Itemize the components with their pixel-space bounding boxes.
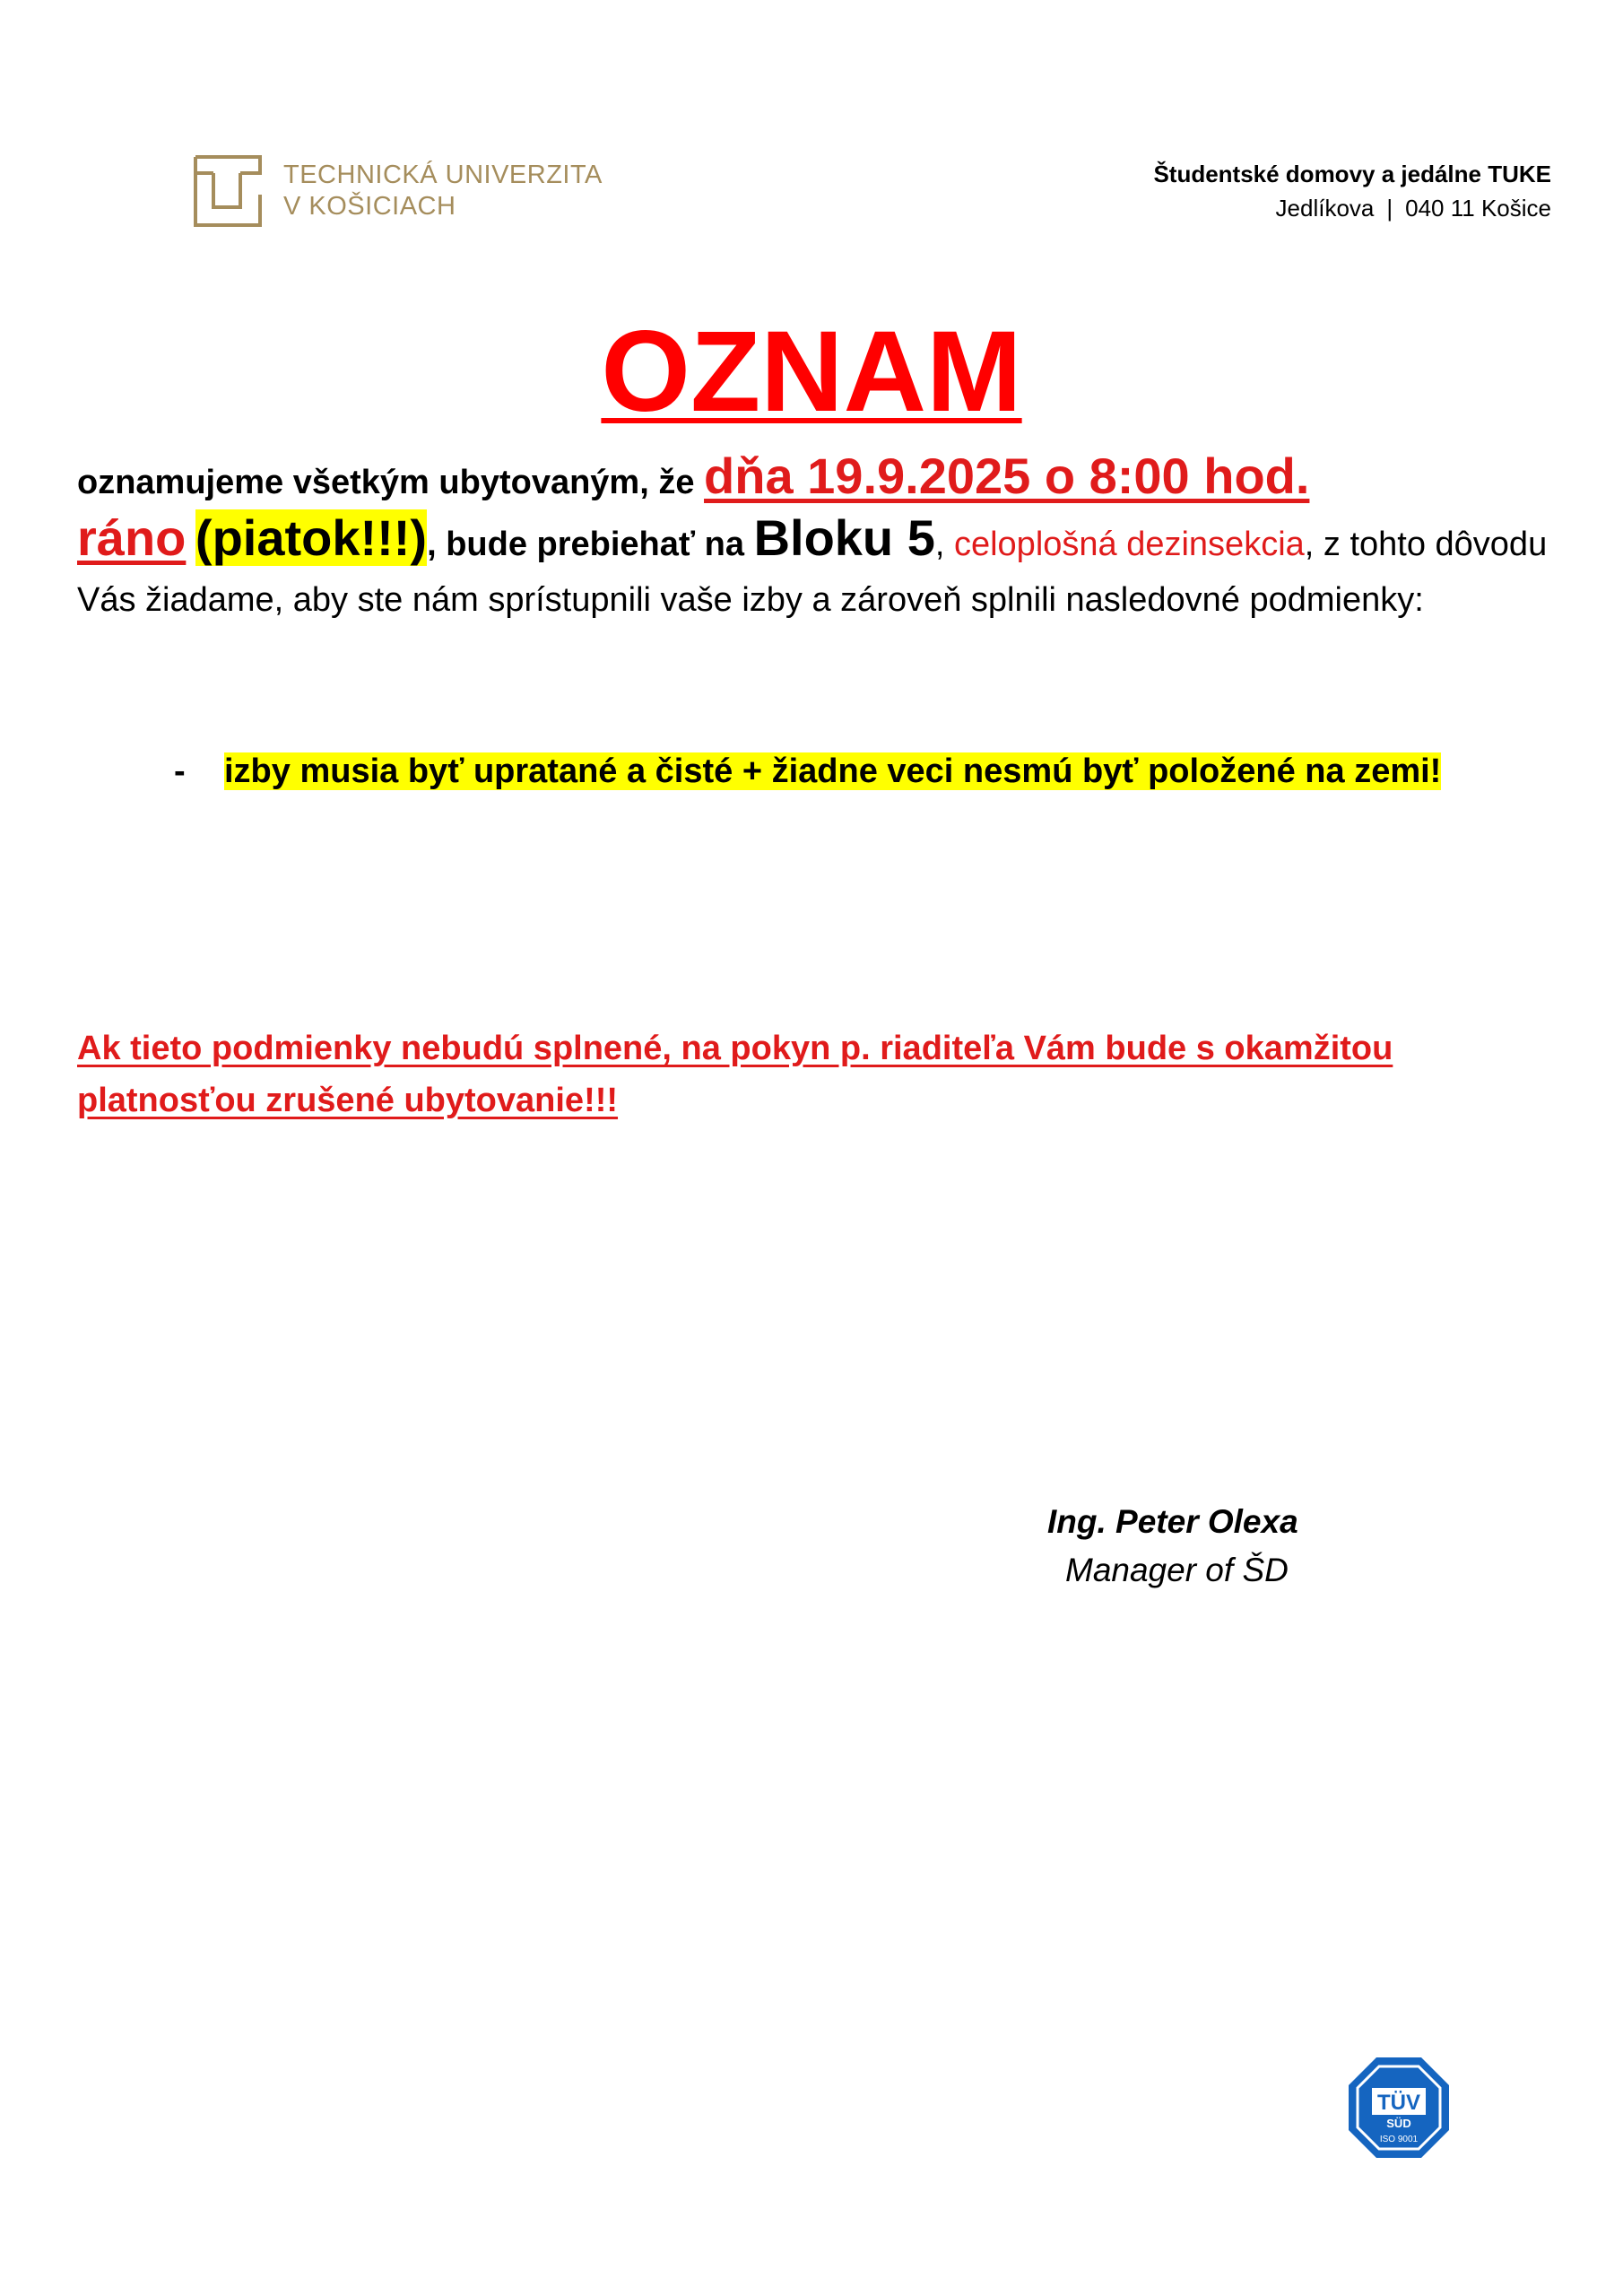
notice-body — [77, 448, 1548, 628]
tuv-certification-badge — [1345, 2054, 1453, 2161]
event-date: dňa 19.9.2025 o 8:00 hod. — [704, 448, 1310, 504]
address-separator: | — [1386, 195, 1393, 222]
tuv-sud-badge-icon — [1345, 2054, 1453, 2161]
organization-address-block — [1153, 157, 1551, 225]
university-name-line2: V KOŠICIACH — [283, 192, 456, 221]
university-name-line1: TECHNICKÁ UNIVERZITA — [283, 161, 603, 189]
tuv-label: TÜV — [1377, 2091, 1420, 2115]
university-name — [283, 160, 603, 222]
body-space — [186, 526, 195, 563]
notice-title: OZNAM — [601, 308, 1022, 436]
address-city: 040 11 Košice — [1405, 195, 1551, 222]
address-street: Jedlíkova — [1275, 195, 1375, 222]
body-intro: oznamujeme všetkým ubytovaným, že — [77, 464, 705, 501]
body-text-4: , z tohto dôvodu Vás žiadame, aby ste nám sprístupnili vaše izby a zároveň splnili nasledovné podmienky: — [77, 526, 1548, 619]
tuv-iso-label: ISO 9001 — [1379, 2135, 1419, 2144]
condition-list-item — [174, 744, 1483, 798]
event-weekday-highlight: (piatok!!!) — [195, 509, 428, 566]
list-bullet-dash: - — [174, 752, 186, 790]
warning-text: Ak tieto podmienky nebudú splnené, na pokyn p. riaditeľa Vám bude s okamžitou platnosťou zrušené ubytovanie!!! — [77, 1030, 1393, 1119]
event-time-of-day: ráno — [77, 509, 187, 566]
tuv-sub-label: SÜD — [1386, 2117, 1411, 2130]
tuke-logo-icon — [194, 155, 262, 227]
signatory-name: Ing. Peter Olexa — [1047, 1503, 1298, 1540]
event-activity: celoplošná dezinsekcia — [953, 526, 1305, 563]
body-text-2: , bude prebiehať na — [427, 526, 754, 563]
body-text-3: , — [934, 526, 954, 563]
notice-title-wrap — [0, 305, 1623, 439]
signature-block — [1047, 1498, 1298, 1595]
organization-name: Študentské domovy a jedálne TUKE — [1153, 161, 1551, 187]
university-logo — [194, 152, 624, 233]
event-block: Bloku 5 — [753, 509, 935, 566]
organization-address — [1153, 191, 1551, 225]
signatory-role: Manager of ŠD — [1065, 1552, 1289, 1588]
condition-text: izby musia byť upratané a čisté + žiadne veci nesmú byť položené na zemi! — [224, 752, 1442, 790]
